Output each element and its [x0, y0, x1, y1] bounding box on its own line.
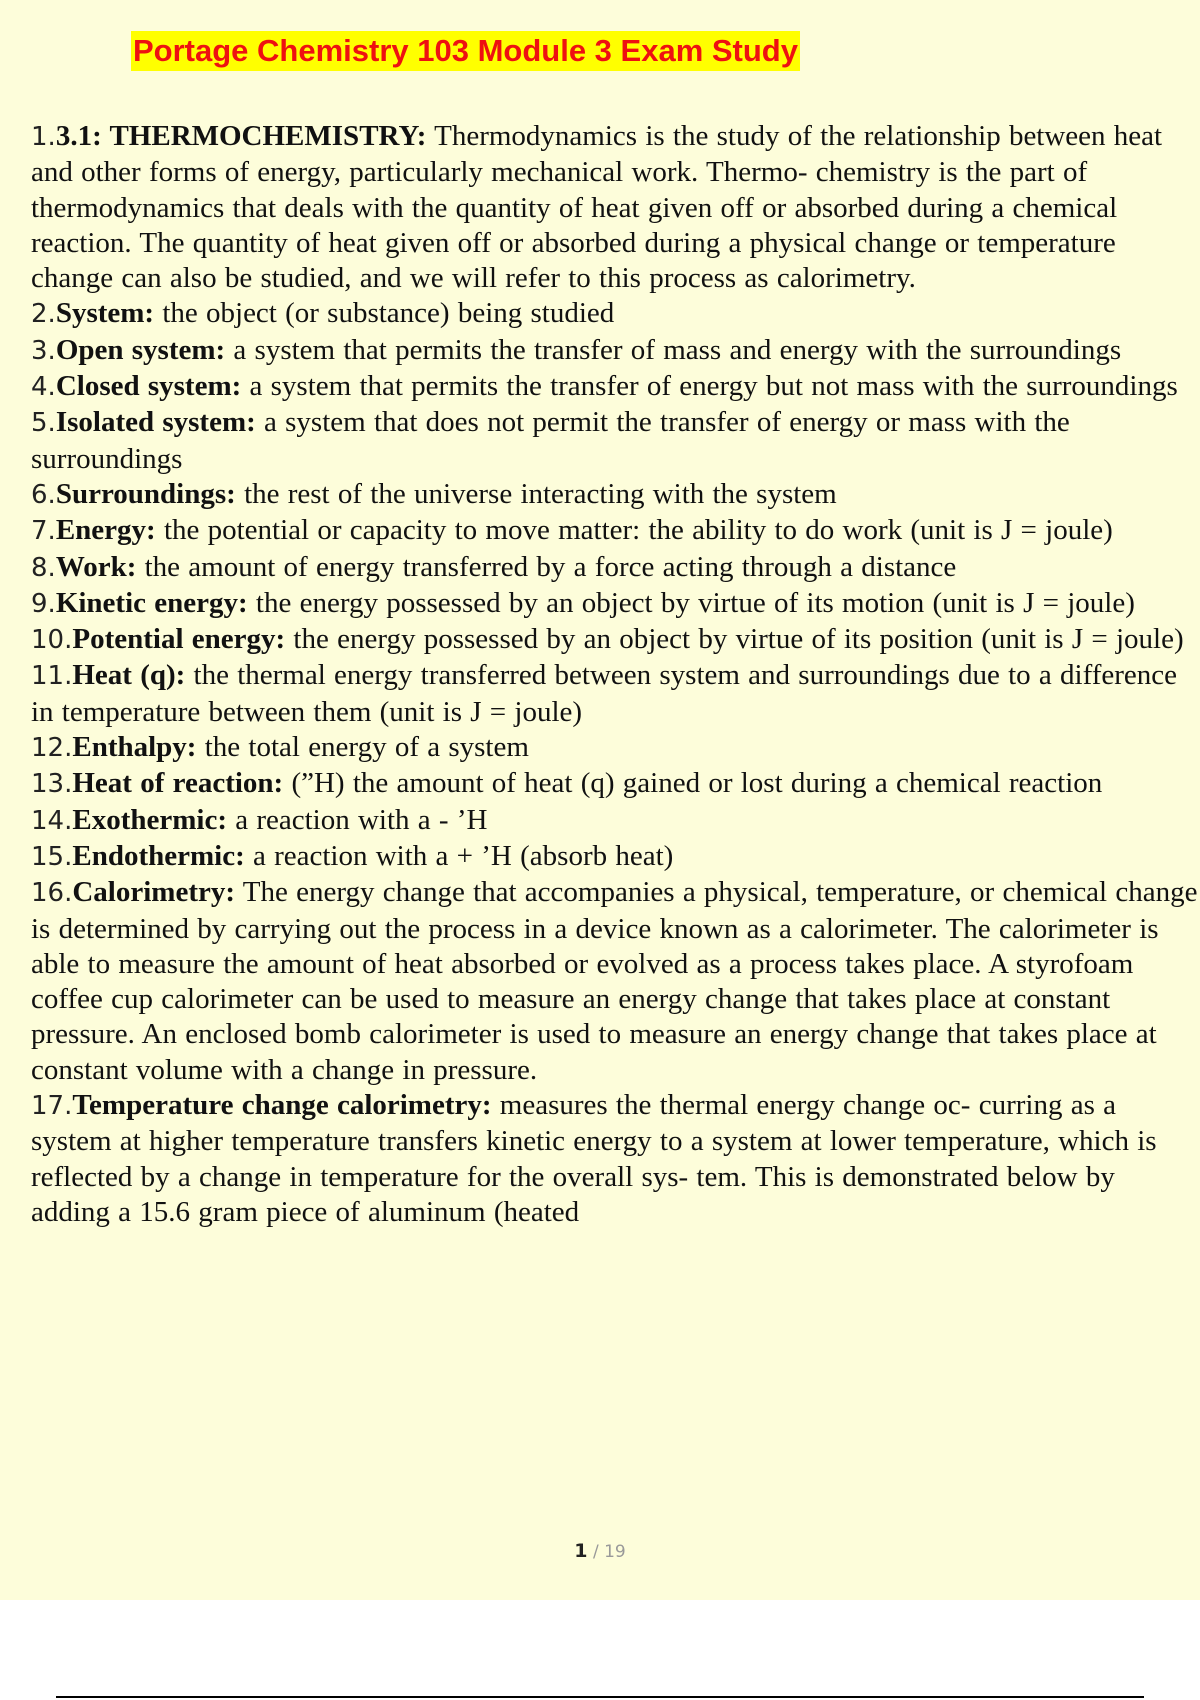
item-definition: the total energy of a system: [196, 731, 529, 764]
item-term: Surroundings:: [55, 477, 236, 510]
item-term: Heat of reaction:: [72, 767, 284, 800]
item-definition: a system that does not permit the transfer of energy or mass with the surroundings: [31, 406, 1070, 475]
item-definition: the energy possessed by an object by virtue of its motion (unit is J = joule): [247, 586, 1135, 619]
list-item: [31, 875, 1200, 1088]
list-item: [31, 333, 1200, 369]
list-item: [31, 550, 1200, 586]
item-term: Enthalpy:: [72, 731, 197, 764]
list-item: [31, 405, 1200, 477]
item-number: 15.: [31, 841, 73, 872]
term-list: [31, 119, 1200, 1230]
item-definition: a reaction with a - ’H: [226, 803, 488, 836]
item-number: 4.: [31, 372, 56, 403]
list-item: [31, 119, 1200, 296]
item-definition: a system that permits the transfer of mass and energy with the surroundings: [225, 333, 1122, 366]
item-definition: the rest of the universe interacting with the system: [235, 477, 837, 510]
item-number: 1.: [31, 122, 56, 152]
item-term: Calorimetry:: [72, 876, 236, 909]
item-definition: (”H) the amount of heat (q) gained or lost during a chemical reaction: [283, 767, 1103, 800]
item-number: 16.: [31, 878, 73, 909]
item-number: 14.: [31, 805, 73, 836]
item-term: Potential energy:: [72, 623, 286, 656]
item-definition: a system that permits the transfer of energy but not mass with the surroundings: [241, 370, 1178, 403]
item-number: 10.: [31, 625, 73, 656]
item-term: Work:: [55, 550, 137, 583]
item-definition: the thermal energy transferred between system and surroundings due to a difference in temperature between them (unit is J = joule): [31, 659, 1178, 728]
item-definition: the potential or capacity to move matter: the ability to do work (unit is J = joule): [155, 514, 1113, 547]
list-item: [31, 1088, 1200, 1230]
item-definition: the amount of energy transferred by a force acting through a distance: [136, 550, 957, 583]
list-item: [31, 296, 1200, 332]
item-number: 12.: [31, 733, 73, 764]
item-term: Kinetic energy:: [55, 586, 248, 619]
list-item: [31, 622, 1200, 658]
list-item: [31, 766, 1200, 802]
item-term: Energy:: [55, 514, 156, 547]
item-number: 13.: [31, 769, 73, 800]
list-item: [31, 513, 1200, 549]
document-title: Portage Chemistry 103 Module 3 Exam Study: [131, 31, 800, 71]
item-number: 3.: [31, 335, 56, 366]
item-definition: a reaction with a + ’H (absorb heat): [244, 839, 674, 872]
item-definition: measures the thermal energy change oc- curring as a system at higher temperature transfers kinetic energy to a system at lower temperature, which is reflected by a change in temperature for the overall sys- tem. This is demonstrated below by adding a 15.6 gram piece of aluminum (heated: [31, 1089, 1157, 1228]
item-term: Isolated system:: [55, 406, 256, 439]
item-term: Endothermic:: [72, 839, 245, 872]
list-item: [31, 839, 1200, 875]
list-item: [31, 658, 1200, 730]
item-term: Closed system:: [55, 370, 242, 403]
item-term: Exothermic:: [72, 803, 227, 836]
item-number: 2.: [31, 299, 56, 330]
item-term: Open system:: [55, 333, 226, 366]
item-definition: Thermodynamics is the study of the relationship between heat and other forms of energy, particularly mechanical work. Thermo- chemistry is the part of thermodynamics that deals with the quantity of heat given off or absorbed during a chemical reaction. The quantity of heat given off or absorbed during a physical change or temperature change can also be studied, and we will refer to this process as calorimetry.: [31, 120, 1163, 295]
list-item: [31, 803, 1200, 839]
item-number: 5.: [31, 408, 56, 439]
list-item: [31, 586, 1200, 622]
item-definition: the energy possessed by an object by virtue of its position (unit is J = joule): [285, 623, 1184, 656]
item-term: Temperature change calorimetry:: [72, 1089, 492, 1122]
list-item: [31, 730, 1200, 766]
item-number: 17.: [31, 1091, 73, 1122]
item-definition: the object (or substance) being studied: [154, 297, 615, 330]
item-number: 11.: [31, 661, 73, 692]
item-number: 7.: [31, 516, 56, 547]
item-number: 6.: [31, 479, 56, 510]
item-term: System:: [55, 297, 155, 330]
page-divider: [56, 1696, 1144, 1698]
page-total: / 19: [592, 1542, 626, 1562]
list-item: [31, 369, 1200, 405]
item-term: Heat (q):: [72, 659, 186, 692]
item-definition: The energy change that accompanies a physical, temperature, or chemical change is determined by carrying out the process in a device known as a calorimeter. The calorimeter is able to measure the amount of heat absorbed or evolved as a process takes place. A styrofoam coffee cup calorimeter can be used to measure an energy change that takes place at constant pressure. An enclosed bomb calorimeter is used to measure an energy change that takes place at constant volume with a change in pressure.: [31, 876, 1198, 1086]
page-current: 1: [574, 1540, 588, 1562]
page-indicator: [0, 1540, 1200, 1562]
list-item: [31, 477, 1200, 513]
item-number: 9.: [31, 588, 56, 619]
item-number: 8.: [31, 552, 56, 583]
item-term: 3.1: THERMOCHEMISTRY:: [55, 120, 427, 152]
